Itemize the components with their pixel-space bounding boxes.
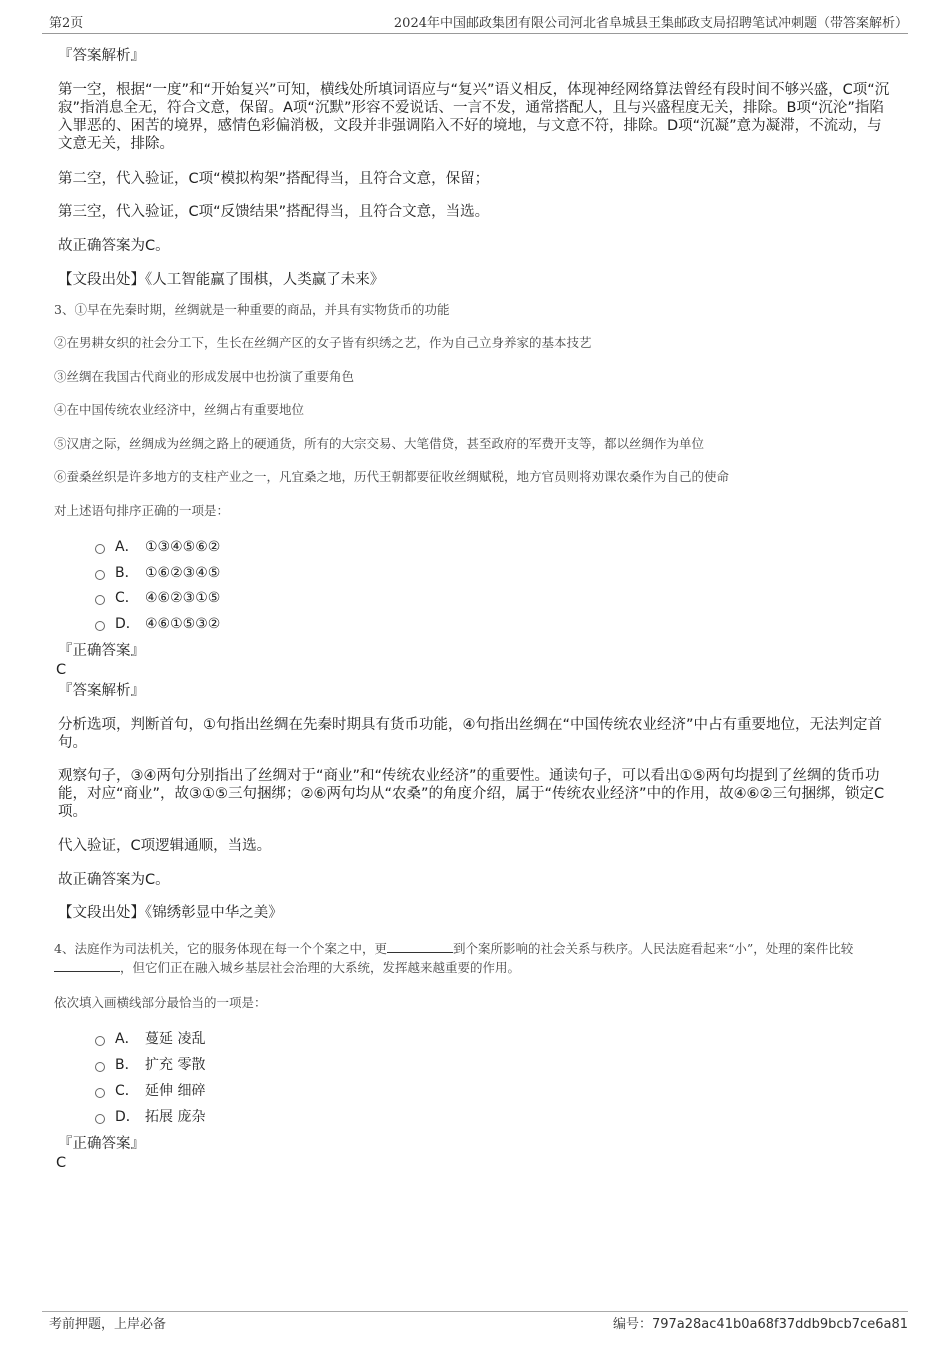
question-prompt: 对上述语句排序正确的一项是： xyxy=(54,503,230,518)
radio-icon[interactable] xyxy=(95,621,105,631)
footer-divider xyxy=(42,1311,908,1312)
option-a[interactable] xyxy=(95,1030,205,1048)
analysis-label: 『答案解析』 xyxy=(58,48,145,64)
option-text: ①⑥②③④⑤ xyxy=(145,565,221,581)
analysis-paragraph: 第二空，代入验证，C项“模拟构架”搭配得当，且符合文意，保留； xyxy=(58,171,490,187)
option-text: ①③④⑤⑥② xyxy=(145,539,221,555)
option-text: 延伸 细碎 xyxy=(145,1083,206,1099)
option-text: 蔓延 凌乱 xyxy=(145,1031,206,1047)
option-letter: C． xyxy=(115,590,139,606)
option-c[interactable] xyxy=(95,589,220,607)
option-text: ④⑥②③①⑤ xyxy=(145,590,221,606)
answer-label: 『正确答案』 xyxy=(58,1136,145,1152)
option-b[interactable] xyxy=(95,1056,205,1074)
option-d[interactable] xyxy=(95,615,220,633)
question-stem xyxy=(54,939,902,977)
option-letter: D． xyxy=(115,1109,140,1125)
analysis-paragraph: 观察句子，③④两句分别指出了丝绸对于“商业”和“传统农业经济”的重要性。通读句子，可以看出①⑤两句均提到了丝绸的货币功能，对应“商业”，故③①⑤三句捆绑；②⑥两句均从“农桑”的角度介绍，属于“传统农业经济”中的作用，故④⑥②三句捆绑，锁定C项。 xyxy=(58,768,885,820)
header-divider xyxy=(42,33,908,34)
question-prompt: 依次填入画横线部分最恰当的一项是： xyxy=(54,995,267,1010)
analysis-paragraph: 代入验证，C项逻辑通顺，当选。 xyxy=(58,838,272,854)
radio-icon[interactable] xyxy=(95,1062,105,1072)
question-sentence: ④在中国传统农业经济中，丝绸占有重要地位 xyxy=(54,402,305,417)
question-sentence: ⑥蚕桑丝织是许多地方的支柱产业之一，凡宜桑之地，历代王朝都要征收丝绸赋税，地方官员则将劝课农桑作为自己的使命 xyxy=(54,469,730,484)
radio-icon[interactable] xyxy=(95,1036,105,1046)
option-text: 扩充 零散 xyxy=(145,1057,206,1073)
analysis-paragraph: 分析选项，判断首句，①句指出丝绸在先秦时期具有货币功能，④句指出丝绸在“中国传统农业经济”中占有重要地位，无法判定首句。 xyxy=(58,717,883,751)
option-a[interactable] xyxy=(95,538,220,556)
option-letter: A． xyxy=(115,539,139,555)
source-citation: 【文段出处】《锦绣彰显中华之美》 xyxy=(58,905,283,921)
option-letter: D． xyxy=(115,616,140,632)
document-title: 2024年中国邮政集团有限公司河北省阜城县王集邮政支局招聘笔试冲刺题（带答案解析） xyxy=(393,16,908,31)
question-sentence: ②在男耕女织的社会分工下，生长在丝绸产区的女子皆有织绣之艺，作为自己立身养家的基本技艺 xyxy=(54,335,592,350)
analysis-paragraph: 第一空，根据“一度”和“开始复兴”可知，横线处所填词语应与“复兴”语义相反，体现神经网络算法曾经有段时间不够兴盛，C项“沉寂”指消息全无，符合文意，保留。A项“沉默”形容不爱说话、一言不发，通常搭配人，且与兴盛程度无关，排除。B项“沉沦”指陷入罪恶的、困苦的境界，感情色彩偏消极，文段并非强调陷入不好的境地，与文意不符，排除。D项“沉凝”意为凝滞，不流动，与文意无关，排除。 xyxy=(58,82,890,152)
radio-icon[interactable] xyxy=(95,1088,105,1098)
option-letter: A． xyxy=(115,1031,139,1047)
stem-part: ，但它们正在融入城乡基层社会治理的大系统，发挥越来越重要的作用。 xyxy=(120,960,521,975)
document-id: 编号：797a28ac41b0a68f37ddb9bcb7ce6a81 xyxy=(612,1317,908,1332)
option-text: ④⑥①⑤③② xyxy=(145,616,221,632)
option-b[interactable] xyxy=(95,564,220,582)
fill-blank xyxy=(387,940,453,953)
analysis-conclusion: 故正确答案为C。 xyxy=(58,238,170,254)
option-letter: B． xyxy=(115,565,139,581)
answer-label: 『正确答案』 xyxy=(58,643,145,659)
option-letter: B． xyxy=(115,1057,139,1073)
analysis-conclusion: 故正确答案为C。 xyxy=(58,872,170,888)
fill-blank xyxy=(54,959,120,972)
footer-slogan: 考前押题，上岸必备 xyxy=(49,1317,167,1332)
analysis-label: 『答案解析』 xyxy=(58,683,145,699)
option-d[interactable] xyxy=(95,1108,205,1126)
page-number: 第2页 xyxy=(49,16,84,31)
analysis-paragraph: 第三空，代入验证，C项“反馈结果”搭配得当，且符合文意，当选。 xyxy=(58,204,490,220)
question-sentence: ⑤汉唐之际，丝绸成为丝绸之路上的硬通货，所有的大宗交易、大笔借贷，甚至政府的军费开支等，都以丝绸作为单位 xyxy=(54,436,705,451)
source-citation: 【文段出处】《人工智能赢了围棋，人类赢了未来》 xyxy=(58,272,385,288)
question-sentence: 3、①早在先秦时期，丝绸就是一种重要的商品，并具有实物货币的功能 xyxy=(54,302,450,317)
question-sentence: ③丝绸在我国古代商业的形成发展中也扮演了重要角色 xyxy=(54,369,355,384)
option-letter: C． xyxy=(115,1083,139,1099)
stem-part: 4、法庭作为司法机关，它的服务体现在每一个个案之中，更 xyxy=(54,941,387,956)
answer-value: C xyxy=(56,1155,67,1171)
radio-icon[interactable] xyxy=(95,544,105,554)
option-c[interactable] xyxy=(95,1082,205,1100)
option-text: 拓展 庞杂 xyxy=(145,1109,206,1125)
radio-icon[interactable] xyxy=(95,1114,105,1124)
stem-part: 到个案所影响的社会关系与秩序。人民法庭看起来“小”，处理的案件比较 xyxy=(452,941,854,956)
radio-icon[interactable] xyxy=(95,570,105,580)
answer-value: C xyxy=(56,662,67,678)
radio-icon[interactable] xyxy=(95,595,105,605)
